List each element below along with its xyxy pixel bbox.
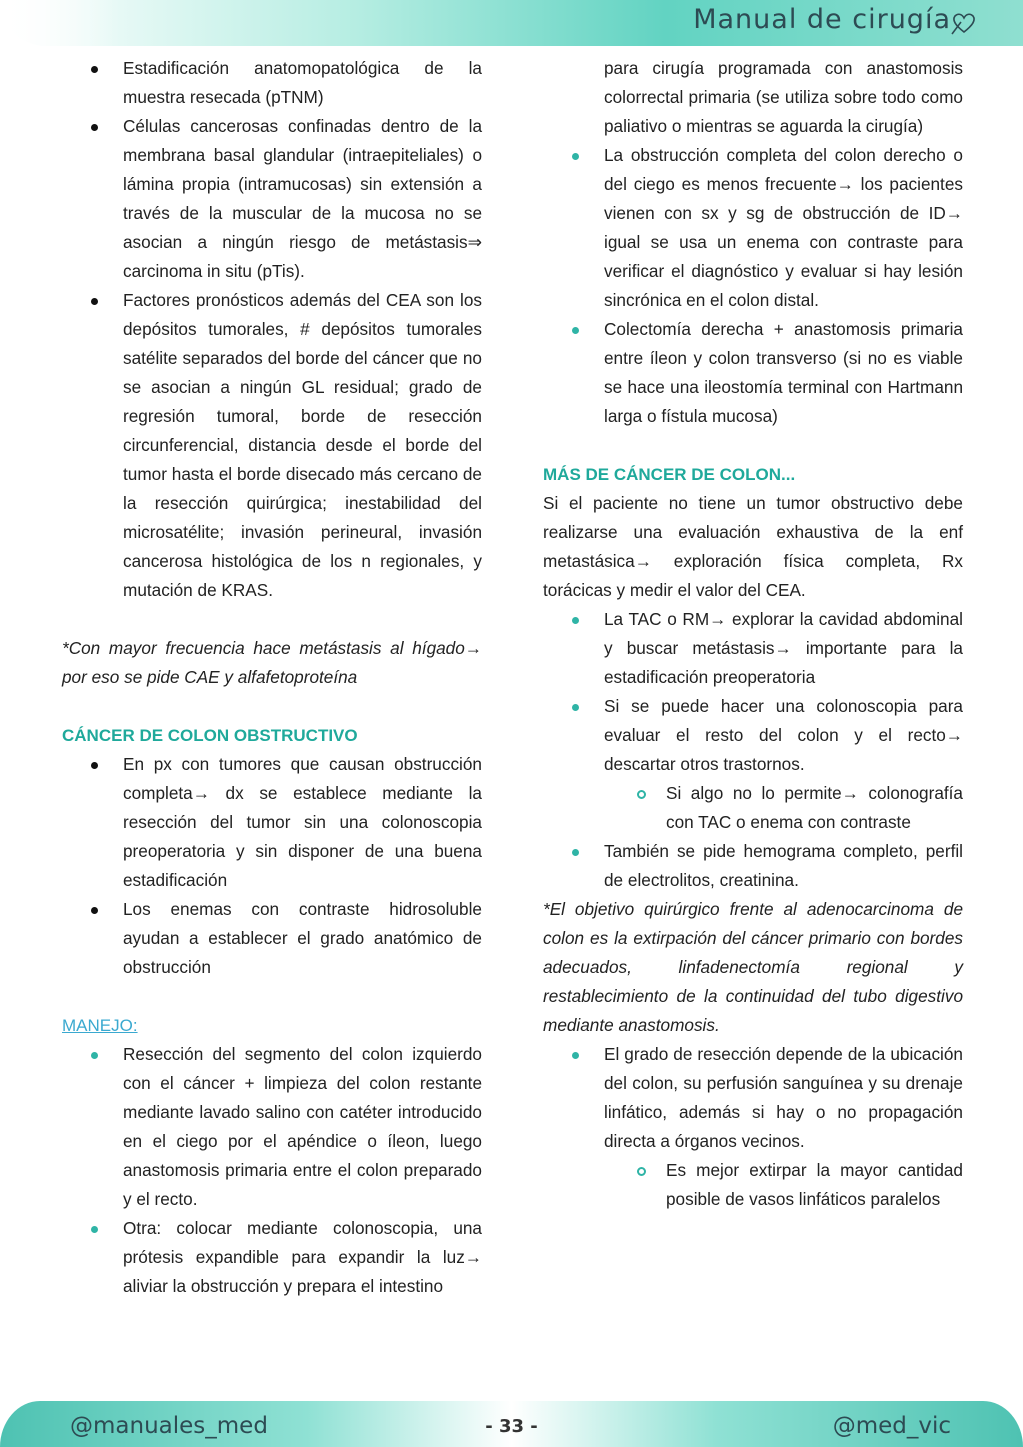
- page-number: - 33 -: [485, 1416, 538, 1437]
- heading-manejo[interactable]: MANEJO:: [62, 1016, 138, 1035]
- list-item: La obstrucción completa del colon derecho o del ciego es menos frecuente→ los pacientes vienen con sx y sg de obstrucción de ID→ igual se usa un enema con contraste para verificar el diagnóstico y evaluar si hay lesión sincrónica en el colon distal.: [543, 141, 963, 315]
- heart-pen-icon: [949, 8, 979, 36]
- footer-left-handle: @manuales_med: [70, 1413, 268, 1439]
- list-item: Factores pronósticos además del CEA son los depósitos tumorales, # depósitos tumorales satélite separados del borde del cáncer que no se asocian a ningún GL residual; grado de regresión tumoral, borde de resección circunferencial, distancia desde el borde del tumor hasta el borde disecado más cercano de la resección quirúrgica; inestabilidad del microsatélite; invasión perineural, invasión cancerosa histológica de los n regionales, y mutación de KRAS.: [62, 286, 482, 605]
- footer-right-handle: @med_vic: [832, 1413, 951, 1439]
- list-item: Colectomía derecha + anastomosis primaria entre íleon y colon transverso (si no es viable se hace una ileostomía terminal con Hartmann larga o fístula mucosa): [543, 315, 963, 431]
- evaluation-paragraph: Si el paciente no tiene un tumor obstructivo debe realizarse una evaluación exhaustiva de la enf metastásica→ exploración física completa, Rx torácicas y medir el valor del CEA.: [543, 493, 963, 600]
- left-column: [62, 54, 482, 1301]
- header-title: Manual de cirugía: [693, 4, 951, 35]
- heading-obstructivo: CÁNCER DE COLON OBSTRUCTIVO: [62, 726, 358, 745]
- list-item: Resección del segmento del colon izquierdo con el cáncer + limpieza del colon restante mediante lavado salino con catéter introducido en el ciego por el apéndice o íleon, luego anastomosis primaria entre el colon preparado y el recto.: [62, 1040, 482, 1214]
- list-item: Los enemas con contraste hidrosoluble ayudan a establecer el grado anatómico de obstrucción: [62, 895, 482, 982]
- right-list-3: [543, 1040, 963, 1214]
- right-column: [543, 54, 963, 1214]
- right-list-1: [543, 141, 963, 431]
- continuation-text: para cirugía programada con anastomosis colorrectal primaria (se utiliza sobre todo como paliativo o mientras se aguarda la cirugía): [604, 58, 963, 136]
- left-list-2: [62, 750, 482, 982]
- objective-note: *El objetivo quirúrgico frente al adenocarcinoma de colon es la extirpación del cáncer primario con bordes adecuados, linfadenectomía regional y restablecimiento de la continuidad del tubo digestivo mediante anastomosis.: [543, 899, 963, 1035]
- list-item: Estadificación anatomopatológica de la muestra resecada (pTNM): [62, 54, 482, 112]
- list-item: Otra: colocar mediante colonoscopia, una prótesis expandible para expandir la luz→ aliviar la obstrucción y prepara el intestino: [62, 1214, 482, 1301]
- left-list-1: [62, 54, 482, 605]
- list-item: Células cancerosas confinadas dentro de la membrana basal glandular (intraepiteliales) o lámina propia (intramucosas) sin extensión a través de la muscular de la mucosa no se asocian a ningún riesgo de metástasis⇒ carcinoma in situ (pTis).: [62, 112, 482, 286]
- left-list-3: [62, 1040, 482, 1301]
- sub-list-item: Si algo no lo permite→ colonografía con TAC o enema con contraste: [543, 779, 963, 837]
- sub-list-item: Es mejor extirpar la mayor cantidad posible de vasos linfáticos paralelos: [543, 1156, 963, 1214]
- list-item: El grado de resección depende de la ubicación del colon, su perfusión sanguínea y su drenaje linfático, además si hay o no propagación directa a órganos vecinos.: [543, 1040, 963, 1156]
- heading-mas: MÁS DE CÁNCER DE COLON...: [543, 465, 796, 484]
- metastasis-note: *Con mayor frecuencia hace metástasis al hígado→ por eso se pide CAE y alfafetoproteína: [62, 638, 482, 687]
- right-list-2: [543, 605, 963, 895]
- list-item: En px con tumores que causan obstrucción completa→ dx se establece mediante la resección del tumor sin una colonoscopia preoperatoria y sin disponer de una buena estadificación: [62, 750, 482, 895]
- list-item: También se pide hemograma completo, perfil de electrolitos, creatinina.: [543, 837, 963, 895]
- list-item: La TAC o RM→ explorar la cavidad abdominal y buscar metástasis→ importante para la estadificación preoperatoria: [543, 605, 963, 692]
- list-item: Si se puede hacer una colonoscopia para evaluar el resto del colon y el recto→ descartar otros trastornos.: [543, 692, 963, 779]
